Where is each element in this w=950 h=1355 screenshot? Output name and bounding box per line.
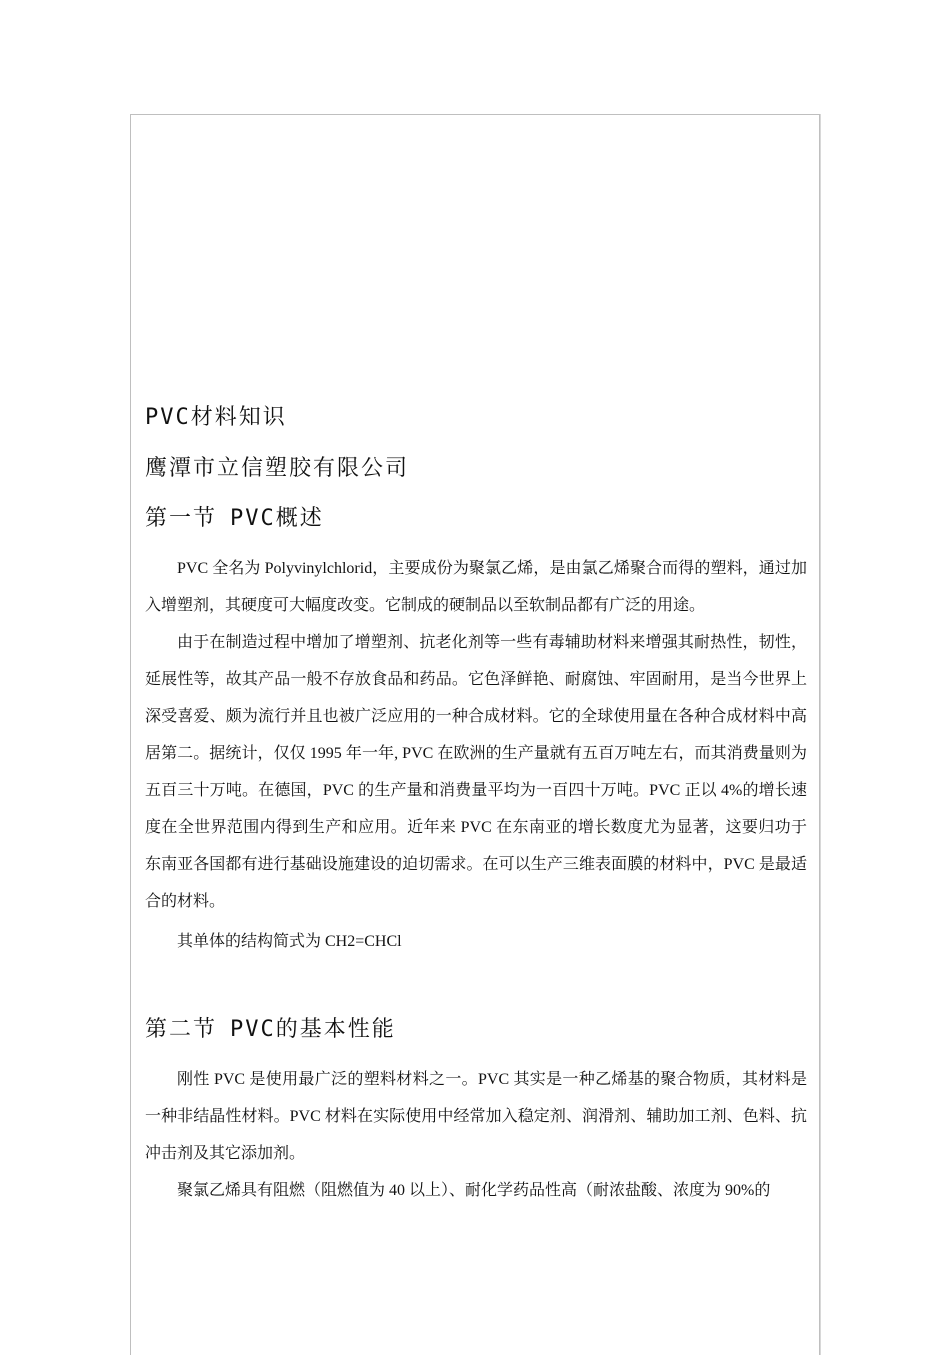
section-1-heading [145, 501, 324, 532]
section-1-title: PVC概述 [230, 506, 324, 531]
section-1-paragraph-1: PVC 全名为 Polyvinylchlorid，主要成份为聚氯乙烯，是由氯乙烯聚合而得的塑料，通过加入增塑剂，其硬度可大幅度改变。它制成的硬制品以至软制品都有广泛的用途。 [145, 560, 807, 614]
section-2-paragraph-1: 刚性 PVC 是使用最广泛的塑料材料之一。PVC 其实是一种乙烯基的聚合物质，其材料是一种非结晶性材料。PVC 材料在实际使用中经常加入稳定剂、润滑剂、辅助加工剂、色料、抗冲击剂及其它添加剂。 [145, 1071, 807, 1162]
section-2-paragraph-2: 聚氯乙烯具有阻燃（阻燃值为 40 以上）、耐化学药品性高（耐浓盐酸、浓度为 90%的 [177, 1182, 771, 1199]
section-2-heading [145, 1012, 396, 1043]
section-2-title: PVC的基本性能 [230, 1017, 396, 1042]
section-1-label: 第一节 [145, 506, 218, 531]
section-1-paragraph-2: 由于在制造过程中增加了增塑剂、抗老化剂等一些有毒辅助材料来增强其耐热性，韧性，延展性等，故其产品一般不存放食品和药品。它色泽鲜艳、耐腐蚀、牢固耐用，是当今世界上深受喜爱、颇为流行并且也被广泛应用的一种合成材料。它的全球使用量在各种合成材料中高居第二。据统计，仅仅 1995 年一年, PVC 在欧洲的生产量就有五百万吨左右，而其消费量则为五百三十万吨。在德国，PVC 的生产量和消费量平均为一百四十万吨。PVC 正以 4%的增长速度在全世界范围内得到生产和应用。近年来 PVC 在东南亚的增长数度尤为显著，这要归功于东南亚各国都有进行基础设施建设的迫切需求。在可以生产三维表面膜的材料中，PVC 是最适合的材料。 [145, 634, 807, 910]
document-title: PVC材料知识 [145, 405, 287, 430]
section-2-label: 第二节 [145, 1017, 218, 1042]
section-1-paragraph-3: 其单体的结构简式为 CH2=CHCl [177, 933, 402, 950]
document-subtitle: 鹰潭市立信塑胶有限公司 [145, 456, 410, 481]
